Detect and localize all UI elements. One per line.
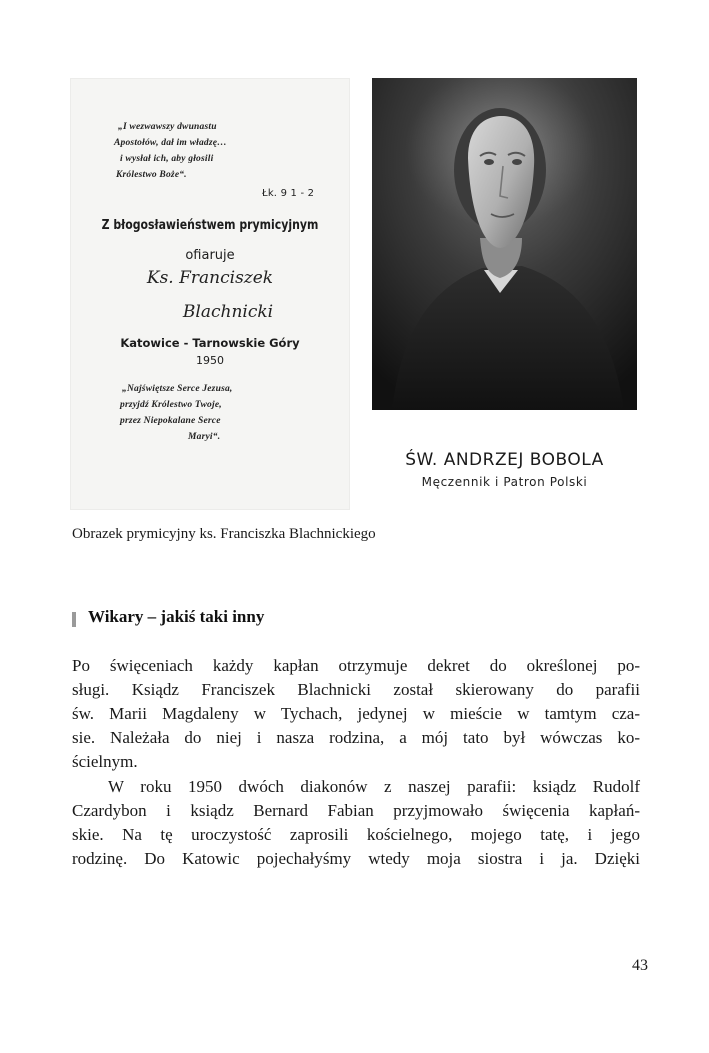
card-blessing: Z błogosławieństwem prymicyjnym	[101, 218, 319, 233]
card-quote-line: „I wezwawszy dwunastu	[118, 122, 217, 132]
figure-caption: Obrazek prymicyjny ks. Franciszka Blachnickiego	[72, 526, 376, 542]
body-line: W roku 1950 dwóch diakonów z naszej parafii: ksiądz Rudolf	[108, 777, 640, 796]
portrait-saint-title: Męczennik i Patron Polski	[421, 475, 588, 489]
card-name-line1: Ks. Franciszek	[146, 268, 274, 288]
card-quote-line: Królestwo Boże“.	[116, 170, 187, 180]
body-line: rodzinę. Do Katowic pojechałyśmy wtedy moja siostra i ja. Dzięki	[72, 849, 640, 868]
card-quote-line: Apostołów, dał im władzę…	[114, 138, 227, 148]
section-marker	[72, 612, 76, 627]
card-offers: ofiaruje	[185, 248, 235, 263]
card-quote-line: „Najświętsze Serce Jezusa,	[122, 384, 233, 394]
card-name-line2: Blachnicki	[182, 302, 274, 322]
portrait-saint-name: ŚW. ANDRZEJ BOBOLA	[405, 450, 604, 470]
card-year: 1950	[196, 354, 224, 367]
body-line: ścielnym.	[72, 752, 138, 771]
body-line: Czardybon i ksiądz Bernard Fabian przyjmowało święcenia kapłań-	[72, 801, 640, 820]
body-line: sie. Należała do niej i nasza rodzina, a mój tato był wówczas ko-	[72, 728, 640, 747]
body-line: Po święceniach każdy kapłan otrzymuje dekret do określonej po-	[72, 656, 640, 675]
saint-portrait-image	[372, 78, 637, 410]
body-line: św. Marii Magdaleny w Tychach, jedynej w mieście w tamtym cza-	[72, 704, 640, 723]
card-place: Katowice - Tarnowskie Góry	[120, 336, 300, 350]
card-quote-line: przez Niepokalane Serce	[120, 416, 221, 426]
card-quote-line: Maryi“.	[188, 432, 221, 442]
card-quote-reference: Łk. 9 1 - 2	[262, 188, 315, 199]
section-heading: Wikary – jakiś taki inny	[88, 607, 265, 626]
prayer-card-image	[70, 78, 350, 510]
body-line: skie. Na tę uroczystość zaprosili kościelnego, mojego tatę, i jego	[72, 825, 640, 844]
card-quote-line: i wysłał ich, aby głosili	[120, 154, 214, 164]
body-line: sługi. Ksiądz Franciszek Blachnicki został skierowany do parafii	[72, 680, 640, 699]
page-number: 43	[632, 957, 648, 974]
card-quote-line: przyjdź Królestwo Twoje,	[120, 400, 222, 410]
portrait-illustration	[372, 78, 637, 410]
